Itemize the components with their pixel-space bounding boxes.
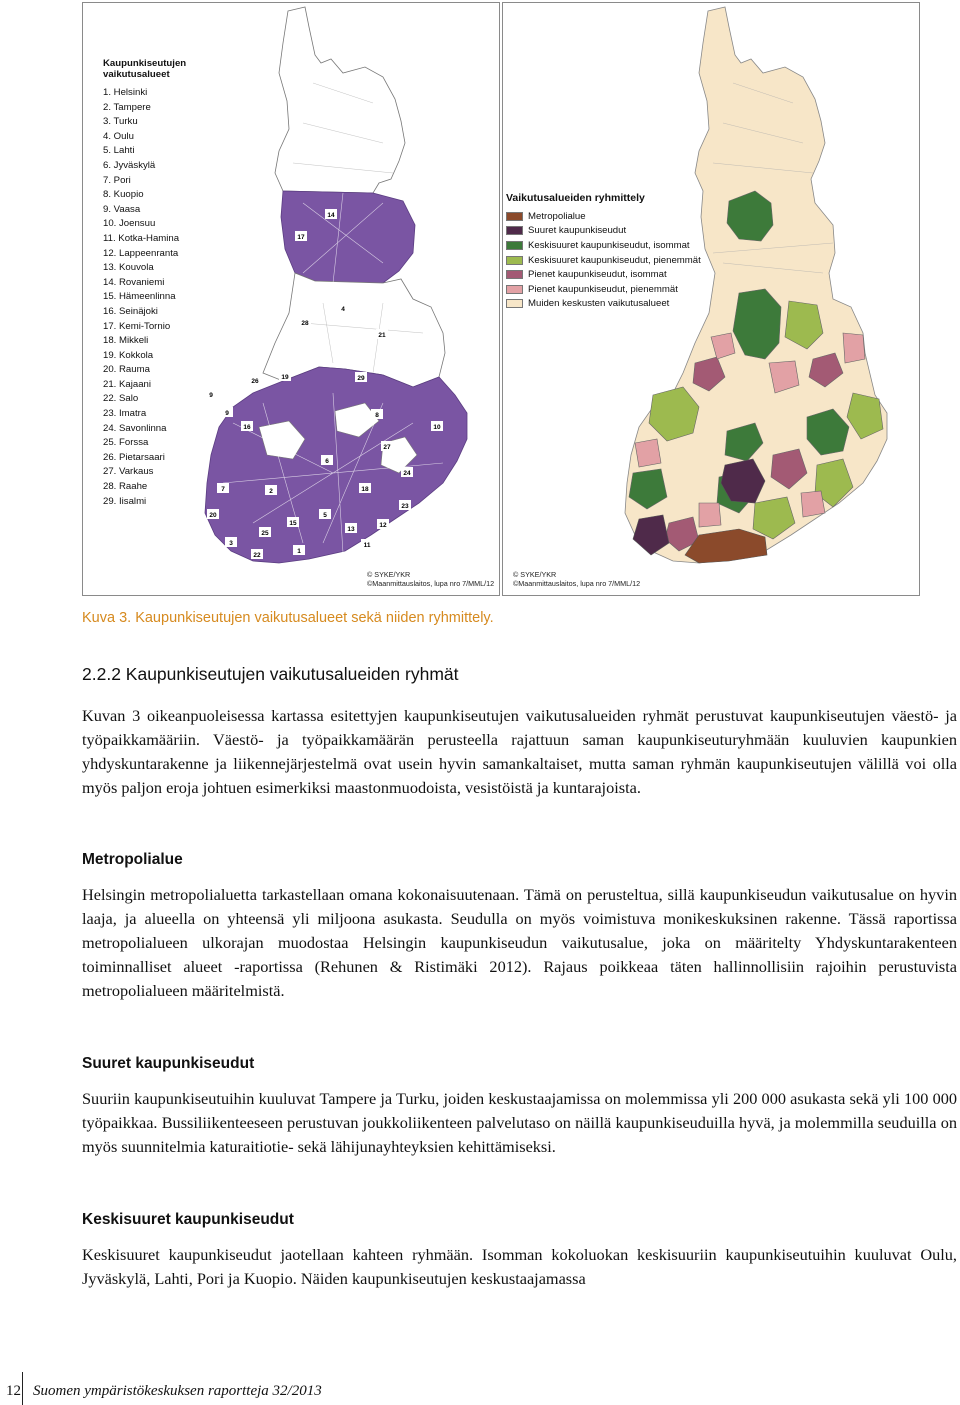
legend-item: 5. Lahti bbox=[103, 145, 135, 157]
map-number: 27 bbox=[383, 444, 391, 451]
legend-item: 20. Rauma bbox=[103, 364, 150, 376]
right-legend-title: Vaikutusalueiden ryhmittely bbox=[506, 192, 645, 204]
map-number-badge bbox=[295, 231, 307, 241]
map-number: 9 bbox=[225, 410, 229, 417]
legend-item: 18. Mikkeli bbox=[103, 335, 149, 347]
legend-item: 3. Turku bbox=[103, 116, 138, 128]
section-heading: 2.2.2 Kaupunkiseutujen vaikutusalueiden ryhmät bbox=[82, 664, 459, 684]
legend-row bbox=[506, 297, 701, 312]
map-number-badge bbox=[241, 421, 253, 431]
legend-row bbox=[506, 267, 701, 282]
paragraph-suuret: Suuriin kaupunkiseutuihin kuuluvat Tampere ja Turku, joiden keskustaajamissa on molemmissa yli 200 000 asukasta sekä yli 100 000 työpaikkaa. Bussiliikenteeseen perustuvan joukkoliikenteen palvelutaso on näillä kaupunkiseuduilla hyvä, ja molemmilla seuduilla on myös suunnitelmia katuraitiotie- sekä lähijunayhteyksien kehittämiseksi. bbox=[82, 1089, 957, 1157]
map-number: 23 bbox=[401, 503, 409, 510]
legend-item: 15. Hämeenlinna bbox=[103, 291, 176, 303]
map-number: 8 bbox=[375, 412, 379, 419]
legend-item: 19. Kokkola bbox=[103, 349, 154, 361]
figure-caption: Kuva 3. Kaupunkiseutujen vaikutusalueet sekä niiden ryhmittely. bbox=[82, 610, 494, 626]
map-number: 4 bbox=[341, 306, 345, 313]
legend-item: 14. Rovaniemi bbox=[103, 276, 165, 288]
legend-item: 22. Salo bbox=[103, 393, 139, 405]
legend-row bbox=[506, 282, 701, 297]
map-number-badge bbox=[249, 375, 261, 385]
right-map-legend bbox=[506, 192, 701, 311]
publication-title: Suomen ympäristökeskuksen raportteja 32/2013 bbox=[33, 1383, 322, 1399]
credit-line: ©Maanmittauslaitos, lupa nro 7/MML/12 bbox=[513, 578, 641, 588]
left-legend-title: Kaupunkiseutujen vaikutusalueet bbox=[103, 58, 187, 80]
credit-line: ©Maanmittauslaitos, lupa nro 7/MML/12 bbox=[367, 578, 495, 588]
map-number: 7 bbox=[221, 486, 225, 493]
legend-label: Pienet kaupunkiseudut, isommat bbox=[528, 269, 667, 281]
map-number: 3 bbox=[229, 540, 233, 547]
legend-item: 4. Oulu bbox=[103, 130, 134, 142]
legend-item: 28. Raahe bbox=[103, 481, 148, 493]
map-number-badge bbox=[345, 523, 357, 533]
legend-item: 17. Kemi-Tornio bbox=[103, 320, 171, 332]
legend-item: 16. Seinäjoki bbox=[103, 305, 158, 317]
map-number: 28 bbox=[301, 320, 309, 327]
legend-swatch bbox=[506, 256, 523, 265]
map-number-badge bbox=[251, 549, 263, 559]
map-number-badge bbox=[205, 389, 217, 399]
map-number: 1 bbox=[297, 548, 301, 555]
legend-item: 10. Joensuu bbox=[103, 218, 156, 230]
footer-divider bbox=[22, 1372, 23, 1405]
legend-row bbox=[506, 224, 701, 239]
map-number-badge bbox=[321, 455, 333, 465]
legend-label: Metropolialue bbox=[528, 210, 586, 222]
map-number-badge bbox=[401, 467, 413, 477]
left-map-legend bbox=[103, 58, 203, 509]
map-number-badge bbox=[265, 485, 277, 495]
map-number-badge bbox=[293, 545, 305, 555]
left-map-credit bbox=[367, 571, 494, 588]
map-number: 20 bbox=[209, 512, 217, 519]
map-number: 6 bbox=[325, 458, 329, 465]
legend-item: 29. Iisalmi bbox=[103, 495, 147, 507]
legend-item: 8. Kuopio bbox=[103, 189, 144, 201]
legend-item: 2. Tampere bbox=[103, 101, 151, 113]
map-number: 9 bbox=[209, 392, 213, 399]
map-number: 17 bbox=[297, 234, 305, 241]
legend-item: 1. Helsinki bbox=[103, 87, 148, 98]
legend-item: 11. Kotka-Hamina bbox=[103, 232, 180, 244]
legend-item: 24. Savonlinna bbox=[103, 422, 167, 434]
left-map-panel bbox=[82, 2, 500, 596]
map-number-badge bbox=[337, 303, 349, 313]
map-number-badge bbox=[319, 509, 331, 519]
legend-row bbox=[506, 238, 701, 253]
legend-swatch bbox=[506, 241, 523, 250]
legend-label: Muiden keskusten vaikutusalueet bbox=[528, 298, 670, 310]
legend-swatch bbox=[506, 270, 523, 279]
map-number-badge bbox=[207, 509, 219, 519]
map-number: 25 bbox=[261, 530, 269, 537]
subheading-suuret: Suuret kaupunkiseudut bbox=[82, 1055, 255, 1072]
legend-row bbox=[506, 209, 701, 224]
map-number-badge bbox=[325, 209, 337, 219]
map-number-badge bbox=[259, 527, 271, 537]
legend-label: Suuret kaupunkiseudut bbox=[528, 225, 627, 237]
paragraph-metropolialue: Helsingin metropolialuetta tarkastellaan omana kokonaisuutenaan. Tämä on perusteltua, sillä kaupunkiseudun vaikutusalue on hyvin laaja, ja alueella on yhteensä yli miljoona asukasta. Seudulla on myös voimistuva monikeskuksinen rakenne. Tässä raportissa metropolialueen ulkorajan muodostaa Helsingin kaupunkiseudun vaikutusalue, joka on määritelty Yhdyskuntarakenteen toiminnalliset alueet -raportissa (Rehunen & Ristimäki 2012). Rajaus poikkeaa täten hallinnollisiin rajoihin perustuvista metropolialueen määritelmistä. bbox=[82, 885, 957, 1001]
map-number: 19 bbox=[281, 374, 289, 381]
legend-label: Keskisuuret kaupunkiseudut, pienemmät bbox=[528, 254, 701, 266]
map-number: 14 bbox=[327, 212, 335, 219]
legend-item: 21. Kajaani bbox=[103, 378, 152, 390]
legend-row bbox=[506, 253, 701, 268]
map-number: 2 bbox=[269, 488, 273, 495]
map-number: 29 bbox=[357, 375, 365, 382]
map-number-badge bbox=[377, 519, 389, 529]
legend-item: 25. Forssa bbox=[103, 437, 149, 449]
page-number: 12 bbox=[6, 1383, 21, 1399]
map-number-badge bbox=[299, 317, 311, 327]
map-number: 12 bbox=[379, 522, 387, 529]
map-number: 18 bbox=[361, 486, 369, 493]
paragraph-keskisuuret: Keskisuuret kaupunkiseudut jaotellaan kahteen ryhmään. Isomman kokoluokan keskisuuriin kaupunkiseutuihin kuuluvat Oulu, Jyväskylä, Lahti, Pori ja Kuopio. Näiden kaupunkiseutujen keskustaajamassa bbox=[82, 1245, 957, 1289]
map-number-badge bbox=[221, 407, 233, 417]
map-number: 13 bbox=[347, 526, 355, 533]
legend-swatch bbox=[506, 299, 523, 308]
map-number: 10 bbox=[433, 424, 441, 431]
legend-item: 7. Pori bbox=[103, 174, 131, 186]
legend-item: 23. Imatra bbox=[103, 408, 147, 420]
legend-item: 13. Kouvola bbox=[103, 262, 154, 274]
map-number: 15 bbox=[289, 520, 297, 527]
map-number: 24 bbox=[403, 470, 411, 477]
map-number: 21 bbox=[378, 332, 386, 339]
legend-swatch bbox=[506, 212, 523, 221]
map-number: 16 bbox=[243, 424, 251, 431]
legend-swatch bbox=[506, 285, 523, 294]
legend-swatch bbox=[506, 226, 523, 235]
map-number: 26 bbox=[251, 378, 259, 385]
legend-item: 26. Pietarsaari bbox=[103, 451, 165, 463]
figure-maps bbox=[82, 2, 920, 596]
map-number: 11 bbox=[363, 542, 371, 549]
subheading-metropolialue: Metropolialue bbox=[82, 851, 183, 868]
map-number-badge bbox=[217, 483, 229, 493]
map-number-badge bbox=[376, 329, 388, 339]
map-number-badge bbox=[371, 409, 383, 419]
credit-line: © SYKE/YKR bbox=[513, 570, 557, 579]
credit-line: © SYKE/YKR bbox=[367, 570, 411, 579]
map-number-badge bbox=[431, 421, 443, 431]
paragraph-intro: Kuvan 3 oikeanpuoleisessa kartassa esitettyjen kaupunkiseutujen vaikutusalueiden ryhmät perustuvat kaupunkiseutujen väestö- ja työpaikkamääriin. Väestö- ja työpaikkamäärän perusteella rajattuun saman kaupunkiseuturyhmään kuuluvien kaupunkien yhdyskuntarakenne ja liikennejärjestelmä ovat usein hyvin samankaltaiset, mutta saman ryhmän kaupunkiseutujen välillä voi olla myös paljon eroja johtuen esimerkiksi maastonmuodoista, vesistöistä ja kuntarajoista. bbox=[82, 706, 957, 798]
map-number-badge bbox=[279, 371, 291, 381]
map-number-badge bbox=[287, 517, 299, 527]
map-number: 5 bbox=[323, 512, 327, 519]
map-number-badge bbox=[359, 483, 371, 493]
map-number-badge bbox=[381, 441, 393, 451]
legend-label: Keskisuuret kaupunkiseudut, isommat bbox=[528, 239, 690, 251]
map-number-badge bbox=[399, 500, 411, 510]
legend-item: 27. Varkaus bbox=[103, 466, 154, 478]
legend-item: 6. Jyväskylä bbox=[103, 159, 156, 171]
legend-label: Pienet kaupunkiseudut, pienemmät bbox=[528, 283, 678, 295]
map-number-badge bbox=[361, 539, 373, 549]
map-number-badge bbox=[225, 537, 237, 547]
right-map-credit bbox=[513, 571, 640, 588]
legend-item: 12. Lappeenranta bbox=[103, 247, 179, 259]
subheading-keskisuuret: Keskisuuret kaupunkiseudut bbox=[82, 1211, 294, 1228]
legend-item: 9. Vaasa bbox=[103, 203, 141, 215]
map-number: 22 bbox=[253, 552, 261, 559]
map-number-badge bbox=[355, 372, 367, 382]
